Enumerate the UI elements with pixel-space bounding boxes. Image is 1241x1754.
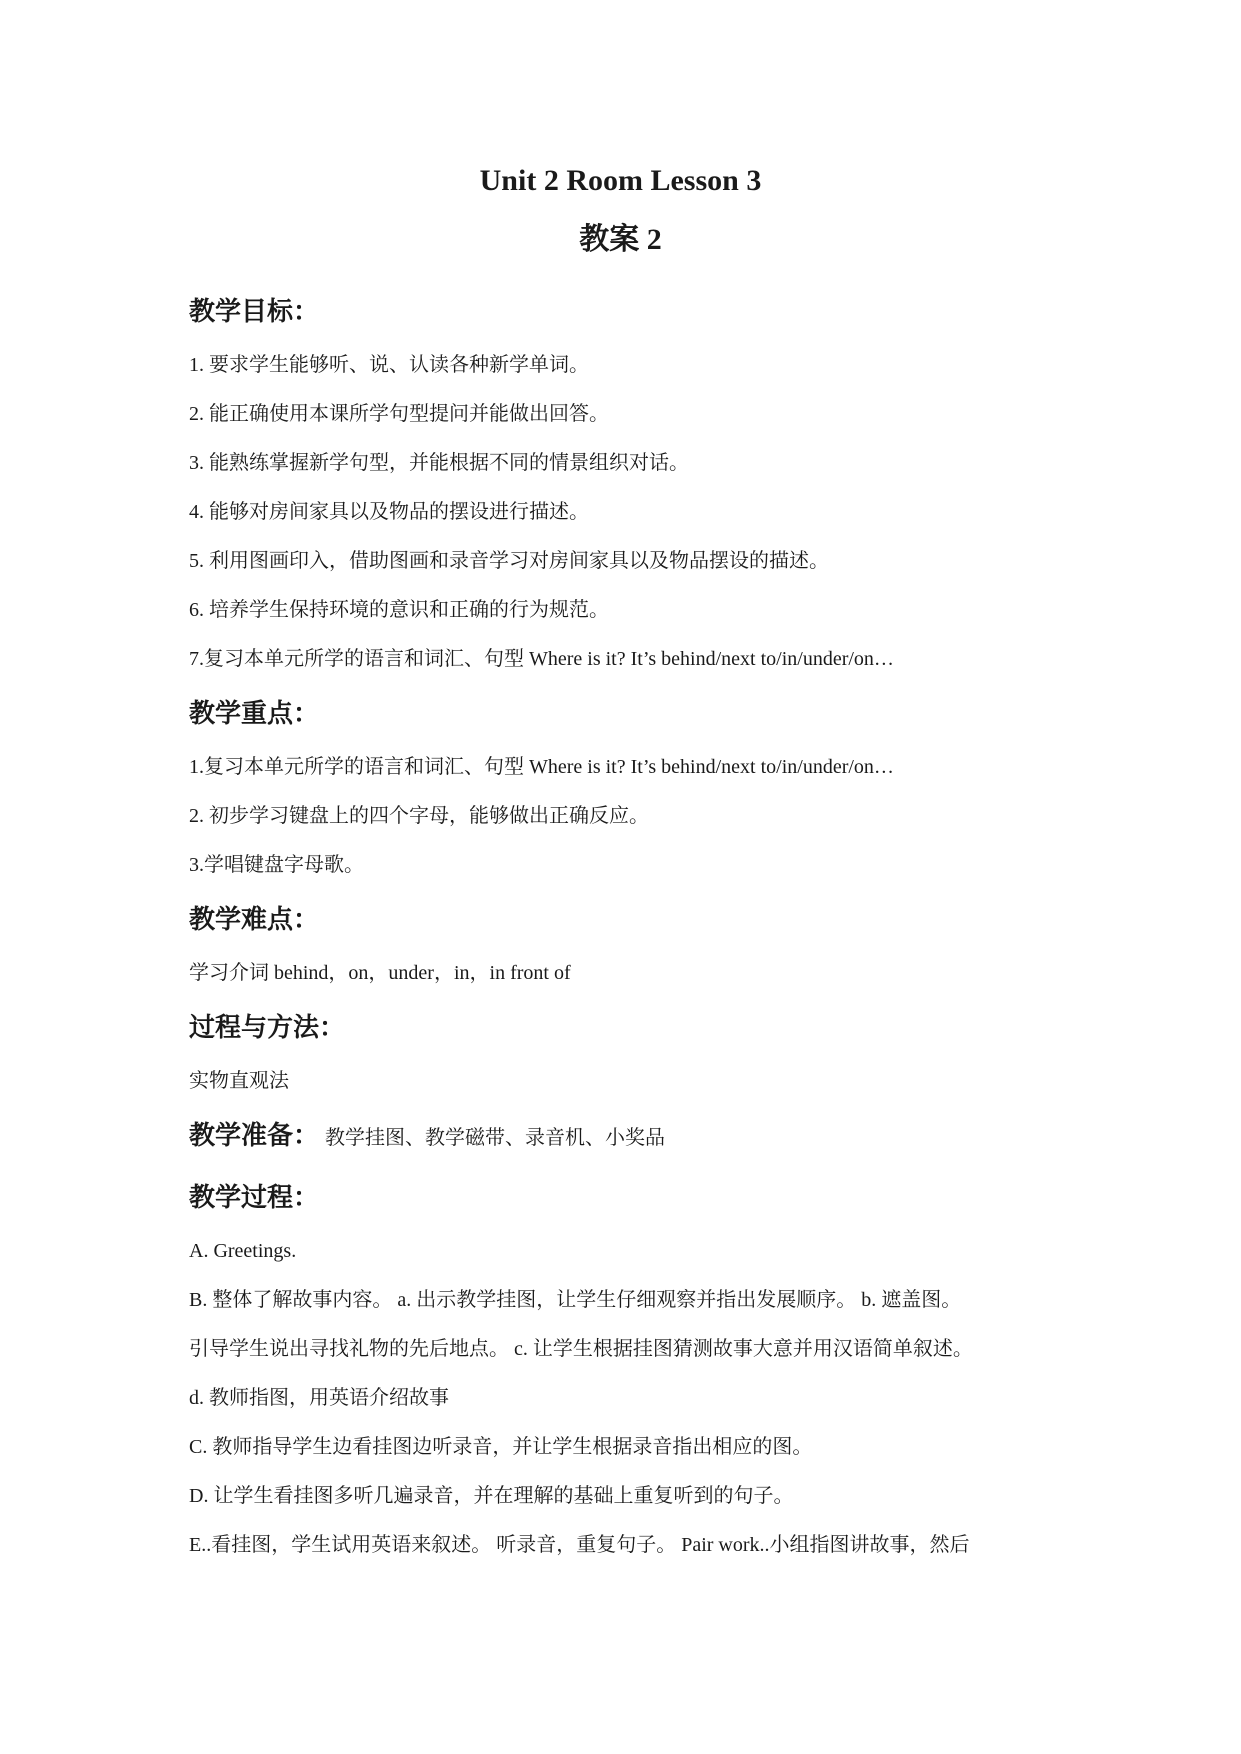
- process-item: C. 教师指导学生边看挂图边听录音，并让学生根据录音指出相应的图。: [189, 1436, 813, 1458]
- key-point-item: 2. 初步学习键盘上的四个字母，能够做出正确反应。: [189, 805, 649, 827]
- document-body: [189, 292, 1069, 1570]
- difficulty-item: 学习介词 behind，on，under，in，in front of: [189, 962, 571, 984]
- document-title: Unit 2 Room Lesson 3: [479, 164, 762, 197]
- process-item: d. 教师指图，用英语介绍故事: [189, 1387, 449, 1409]
- difficulties-heading: 教学难点：: [189, 905, 320, 935]
- objective-item: 1. 要求学生能够听、说、认读各种新学单词。: [189, 354, 589, 376]
- process-item: 引导学生说出寻找礼物的先后地点。 c. 让学生根据挂图猜测故事大意并用汉语简单叙述。: [189, 1338, 973, 1360]
- objective-item: 3. 能熟练掌握新学句型，并能根据不同的情景组织对话。: [189, 452, 689, 474]
- methods-list: [189, 1057, 1069, 1106]
- objectives-list: [189, 341, 1069, 684]
- objective-item: 4. 能够对房间家具以及物品的摆设进行描述。: [189, 501, 589, 523]
- process-item: A. Greetings.: [189, 1240, 297, 1262]
- key-points-list: [189, 743, 1069, 890]
- process-item: D. 让学生看挂图多听几遍录音，并在理解的基础上重复听到的句子。: [189, 1485, 794, 1507]
- objective-item: 2. 能正确使用本课所学句型提问并能做出回答。: [189, 403, 609, 425]
- process-heading: 教学过程：: [189, 1183, 320, 1213]
- preparation-row: [189, 1116, 1069, 1156]
- key-point-item: 1.复习本单元所学的语言和词汇、句型 Where is it? It’s behind/next to/in/under/on…: [189, 756, 894, 778]
- method-item: 实物直观法: [189, 1070, 289, 1092]
- process-item: B. 整体了解故事内容。 a. 出示教学挂图，让学生仔细观察并指出发展顺序。 b. 遮盖图。: [189, 1289, 962, 1311]
- objective-item: 5. 利用图画印入，借助图画和录音学习对房间家具以及物品摆设的描述。: [189, 550, 829, 572]
- document-subtitle: 教案 2: [579, 223, 662, 256]
- objective-item: 7.复习本单元所学的语言和词汇、句型 Where is it? It’s behind/next to/in/under/on…: [189, 648, 894, 670]
- difficulties-list: [189, 949, 1069, 998]
- process-list: [189, 1227, 1069, 1570]
- methods-heading: 过程与方法：: [189, 1013, 346, 1043]
- key-points-heading: 教学重点：: [189, 699, 320, 729]
- preparation-heading: 教学准备：: [189, 1121, 320, 1151]
- process-item: E..看挂图，学生试用英语来叙述。 听录音，重复句子。 Pair work..小组指图讲故事，然后: [189, 1534, 970, 1556]
- objectives-heading: 教学目标：: [189, 297, 320, 327]
- key-point-item: 3.学唱键盘字母歌。: [189, 854, 364, 876]
- objective-item: 6. 培养学生保持环境的意识和正确的行为规范。: [189, 599, 609, 621]
- preparation-text: 教学挂图、教学磁带、录音机、小奖品: [325, 1125, 666, 1149]
